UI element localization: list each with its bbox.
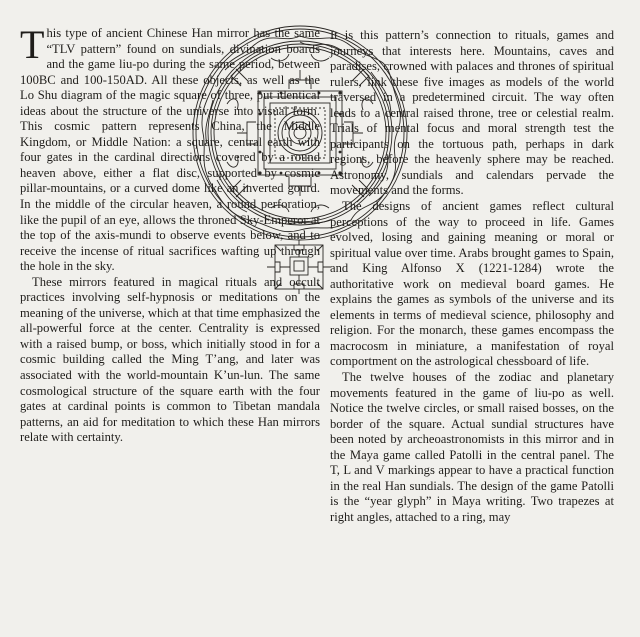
paragraph-text: his type of ancient Chinese Han mirror has the same “TLV pattern” found on sundials, divination boards and the game liu-po during the same period, between 100BC and 100-150AD. All these objects, as well as the Lo Shu diagram of the magic square of three, put identical ideas about the structure of the universe into visual form. This cosmic pattern represents China, the Middle Kingdom, or Middle Nation: a square, central earth with four gates in the cardinal directions covered by a round heaven above, either a flat disc, supported by cosmic pillar-mountains, or a curved dome like an inverted gourd. In the middle of the circular heaven, a round perforation, like the pupil of an eye, allows the throned Sky-Emperor at the top of the axis-mundi to observe events below, and to receive the incense of ritual sacrifices wafting up through the hole in the sky. bbox=[20, 26, 320, 274]
paragraph: The designs of ancient games reflect cultural perceptions of the way to proceed in life. Games evolved, losing and gaining meaning or moral or spiritual value over time. Arabs brought games to Spain, and King Alfonso X (1221-1284) wrote the authoritative work on medieval board games. He explains the games as symbols of the universe and its elements in terms of medieval science, philosophy and religion. For the monarch, these games encompass the macrocosm in miniature, a manifestation of royal comportment on the astrological chessboard of life. bbox=[330, 199, 615, 369]
paragraph: The twelve houses of the zodiac and planetary movements featured in the game of liu-po as well. Notice the twelve circles, or small raised bosses, on the border of the square. Actual sundial structures have been noted by archeoastronomists in this mirror and in the Maya game called Patolli in the central panel. The T, L and V markings appear to have a practical function in the real Han sundials. The design of the game Patolli is the “year glyph” in Maya writing. Two trapezes at right angles, attached to a ring, may bbox=[330, 370, 614, 524]
paragraph bbox=[20, 22, 320, 275]
drop-cap: T bbox=[20, 22, 45, 67]
paragraph: It is this pattern’s connection to rituals, games and journeys that interests here. Mountains, caves and paradises, crowned with palaces and thrones of spiritual rulers, link these five images as models of the world traversed in a predetermined circuit. The way often leads to a central raised throne, tree or celestial realm. Trials of mental focus and moral strength test the participants on the tortuous path, perhaps in dark regions, before the heavenly sphere may be reached. Astronomy, sundials and calendars pervade the movements and the forms. bbox=[330, 28, 614, 198]
right-text-column bbox=[330, 28, 614, 526]
paragraph: These mirrors featured in magical rituals and occult practices involving self-hypnosis or meditations on the meaning of the universe, which at that time emphasized the all-powerful force at the center. Centrality is expressed with a raised bump, or boss, which initially stood in for a cosmic building called the Ming T’ang, and later was associated with the world-mountain K’un-lun. The same cosmological structure of the square earth with the four gates at cardinal points is common to Tibetan mandala patterns, an aid for meditation to which these Han mirrors relate with certainty. bbox=[20, 274, 320, 445]
left-text-column bbox=[20, 22, 320, 446]
